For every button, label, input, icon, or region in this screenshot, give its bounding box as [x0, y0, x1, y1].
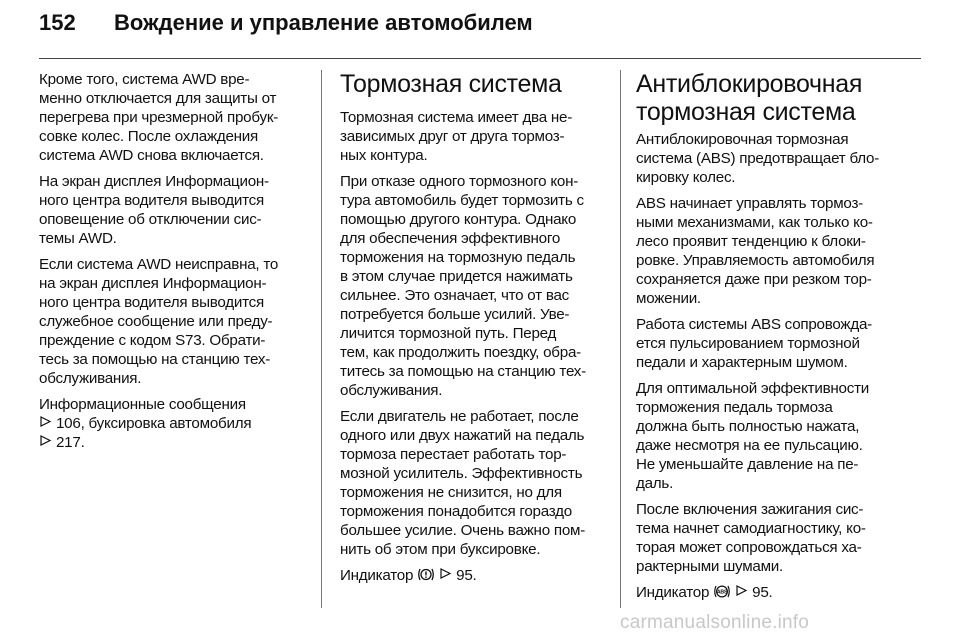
paragraph: После включения зажигания сис- тема начнет самодиагностику, ко- торая может сопровождаться ха- рактерными шумами.: [636, 501, 866, 575]
section-heading: Тормозная система: [340, 70, 562, 98]
reference-text: Информационные сообщения: [39, 396, 246, 413]
indicator-label: Индикатор: [636, 584, 710, 601]
cross-reference-arrow-icon: [39, 433, 52, 452]
reference-link[interactable]: 217.: [55, 434, 85, 451]
page-title: Вождение и управление автомобилем: [114, 10, 533, 35]
column-brake-system: [340, 70, 605, 595]
page-number: 152: [39, 10, 76, 35]
column-divider: [321, 70, 322, 608]
page-header: [0, 0, 960, 58]
section-heading: Антиблокировочная тормозная система: [636, 70, 863, 126]
watermark: carmanualsonline.info: [620, 612, 810, 633]
paragraph: На экран дисплея Информацион- ного центра водителя выводится оповещение об отключении сис- темы AWD.: [39, 173, 269, 247]
reference-link[interactable]: 95.: [752, 584, 773, 601]
svg-text:ABS: ABS: [717, 589, 728, 596]
indicator-reference: [636, 583, 906, 605]
paragraph-references: [39, 395, 309, 452]
cross-reference-arrow-icon: [735, 583, 748, 602]
indicator-reference: [340, 566, 605, 588]
cross-reference-arrow-icon: [439, 566, 452, 585]
paragraph: Если система AWD неисправна, то на экран дисплея Информацион- ного центра водителя выводится служебное сообщение или преду- преждение с кодом S73. Обрати- тесь за помощью на станцию тех- обслуживания.: [39, 256, 279, 387]
brake-warning-icon: [417, 566, 435, 588]
cross-reference-arrow-icon: [39, 414, 52, 433]
abs-warning-icon: [713, 583, 731, 605]
column-abs: [636, 70, 906, 612]
paragraph: Тормозная система имеет два не- зависимых друг от друга тормоз- ных контура.: [340, 109, 573, 164]
paragraph: Работа системы ABS сопровожда- ется пульсированием тормозной педали и характерным шумом.: [636, 316, 872, 371]
header-rule: [39, 58, 921, 59]
reference-link[interactable]: 106, буксировка автомобиля: [55, 415, 252, 432]
indicator-label: Индикатор: [340, 567, 414, 584]
paragraph: ABS начинает управлять тормоз- ными механизмами, как только ко- лесо проявит тенденцию к блоки- ровке. Управляемость автомобиля сохраняется даже при резком тор- можении.: [636, 195, 875, 307]
paragraph: Антиблокировочная тормозная система (ABS) предотвращает бло- кировку колес.: [636, 131, 880, 186]
reference-link[interactable]: 95.: [456, 567, 477, 584]
paragraph: Кроме того, система AWD вре- менно отключается для защиты от перегрева при чрезмерной пробук- совке колес. После охлаждения система AWD снова включается.: [39, 71, 279, 164]
paragraph: При отказе одного тормозного кон- тура автомобиль будет тормозить с помощью другого контура. Однако для обеспечения эффективного торможения на тормозную педаль в этом случае придется нажимать сильнее. Это означает, что от вас потребуется больше усилий. Уве- личится тормозной путь. Перед тем, как продолжить поездку, обра- титесь за помощью на станцию тех- обслуживания.: [340, 173, 586, 399]
paragraph: Если двигатель не работает, после одного или двух нажатий на педаль тормоза перестает работать тор- мозной усилитель. Эффективность торможения не снизится, но для торможения понадобится гораздо большее усилие. Очень важно пом- нить об этом при буксировке.: [340, 408, 586, 558]
column-awd: [39, 70, 309, 459]
paragraph: Для оптимальной эффективности торможения педаль тормоза должна быть полностью нажата, даже несмотря на ее пульсацию. Не уменьшайте давление на пе- даль.: [636, 380, 870, 492]
column-divider: [620, 70, 621, 608]
